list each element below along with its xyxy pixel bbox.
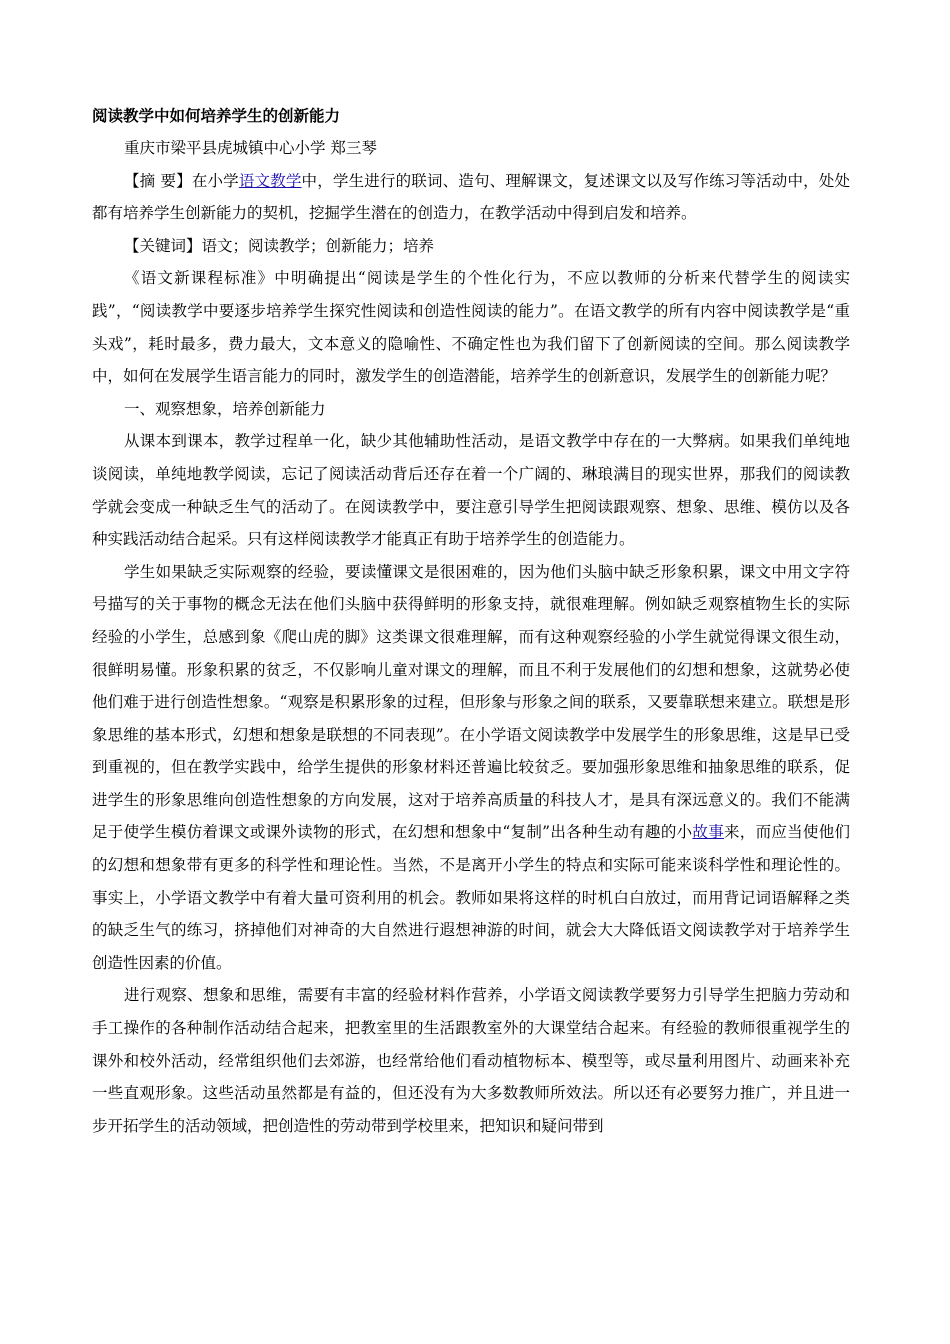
abstract-text-post: 中，学生进行的联词、造句、理解课文，复述课文以及写作练习等活动中，处处都有培养学生创新能力的契机，挖掘学生潜在的创造力，在教学活动中得到启发和培养。	[92, 171, 850, 223]
section-heading-1: 一、观察想象，培养创新能力	[124, 399, 326, 418]
abstract-label: 【摘 要】	[124, 171, 192, 190]
paragraph-3-text-post: 来，而应当使他们的幻想和想象带有更多的科学性和理论性。当然，不是离开小学生的特点和实际可能来谈科学性和理论性的。事实上，小学语文教学中有着大量可资利用的机会。教师如果将这样的时机白白放过，而用背记词语解释之类的缺乏生气的练习，挤掉他们对神奇的大自然进行遐想神游的时间，就会大大降低语文阅读教学对于培养学生创造性因素的价值。	[92, 823, 850, 972]
document-title: 阅读教学中如何培养学生的创新能力	[92, 107, 341, 125]
yuwen-jiaoxue-link[interactable]: 语文教学	[238, 171, 302, 190]
gushi-link[interactable]: 故事	[692, 823, 724, 842]
body-paragraph-3	[92, 556, 850, 980]
paragraph-3-text-pre: 学生如果缺乏实际观察的经验，要读懂课文是很困难的，因为他们头脑中缺乏形象积累，课文中用文字符号描写的关于事物的概念无法在他们头脑中获得鲜明的形象支持，就很难理解。例如缺乏观察植物生长的实际经验的小学生，总感到象《爬山虎的脚》这类课文很难理解，而有这种观察经验的小学生就觉得课文很生动，很鲜明易懂。形象积累的贫乏，不仅影响儿童对课文的理解，而且不利于发展他们的幻想和想象，这就势必使他们难于进行创造性想象。“观察是积累形象的过程，但形象与形象之间的联系，又要靠联想来建立。联想是形象思维的基本形式，幻想和想象是联想的不同表现”。在小学语文阅读教学中发展学生的形象思维，这是早已受到重视的，但在教学实践中，给学生提供的形象材料还普遍比较贫乏。要加强形象思维和抽象思维的联系，促进学生的形象思维向创造性想象的方向发展，这对于培养高质量的科技人才，是具有深远意义的。我们不能满足于使学生模仿着课文或课外读物的形式，在幻想和想象中“复制”出各种生动有趣的小	[92, 562, 850, 842]
abstract-text-pre: 在小学	[191, 171, 239, 190]
body-paragraph-1: 《语文新课程标准》中明确提出“阅读是学生的个性化行为，不应以教师的分析来代替学生的阅读实践”，“阅读教学中要逐步培养学生探究性阅读和创造性阅读的能力”。在语文教学的所有内容中阅读教学是“重头戏”，耗时最多，费力最大，文本意义的隐喻性、不确定性也为我们留下了创新阅读的空间。那么阅读教学中，如何在发展学生语言能力的同时，激发学生的创造潜能，培养学生的创新意识，发展学生的创新能力呢？	[92, 269, 850, 386]
body-paragraph-4: 进行观察、想象和思维，需要有丰富的经验材料作营养，小学语文阅读教学要努力引导学生把脑力劳动和手工操作的各种制作活动结合起来，把教室里的生活跟教室外的大课堂结合起来。有经验的教师很重视学生的课外和校外活动，经常组织他们去郊游，也经常给他们看动植物标本、模型等，或尽量利用图片、动画来补充一些直观形象。这些活动虽然都是有益的，但还没有为大多数教师所效法。所以还有必要努力推广，并且进一步开拓学生的活动领域，把创造性的劳动带到学校里来，把知识和疑问带到	[92, 986, 850, 1135]
abstract-paragraph	[92, 165, 850, 230]
body-paragraph-2: 从课本到课本，教学过程单一化，缺少其他辅助性活动，是语文教学中存在的一大弊病。如果我们单纯地谈阅读，单纯地教学阅读，忘记了阅读活动背后还存在着一个广阔的、琳琅满目的现实世界，那我们的阅读教学就会变成一种缺乏生气的活动了。在阅读教学中，要注意引导学生把阅读跟观察、想象、思维、模仿以及各种实践活动结合起采。只有这样阅读教学才能真正有助于培养学生的创造能力。	[92, 432, 850, 549]
keywords-line: 【关键词】语文；阅读教学；创新能力；培养	[124, 236, 435, 255]
author-line: 重庆市梁平县虎城镇中心小学 郑三琴	[124, 139, 377, 157]
document-page	[92, 100, 850, 1142]
